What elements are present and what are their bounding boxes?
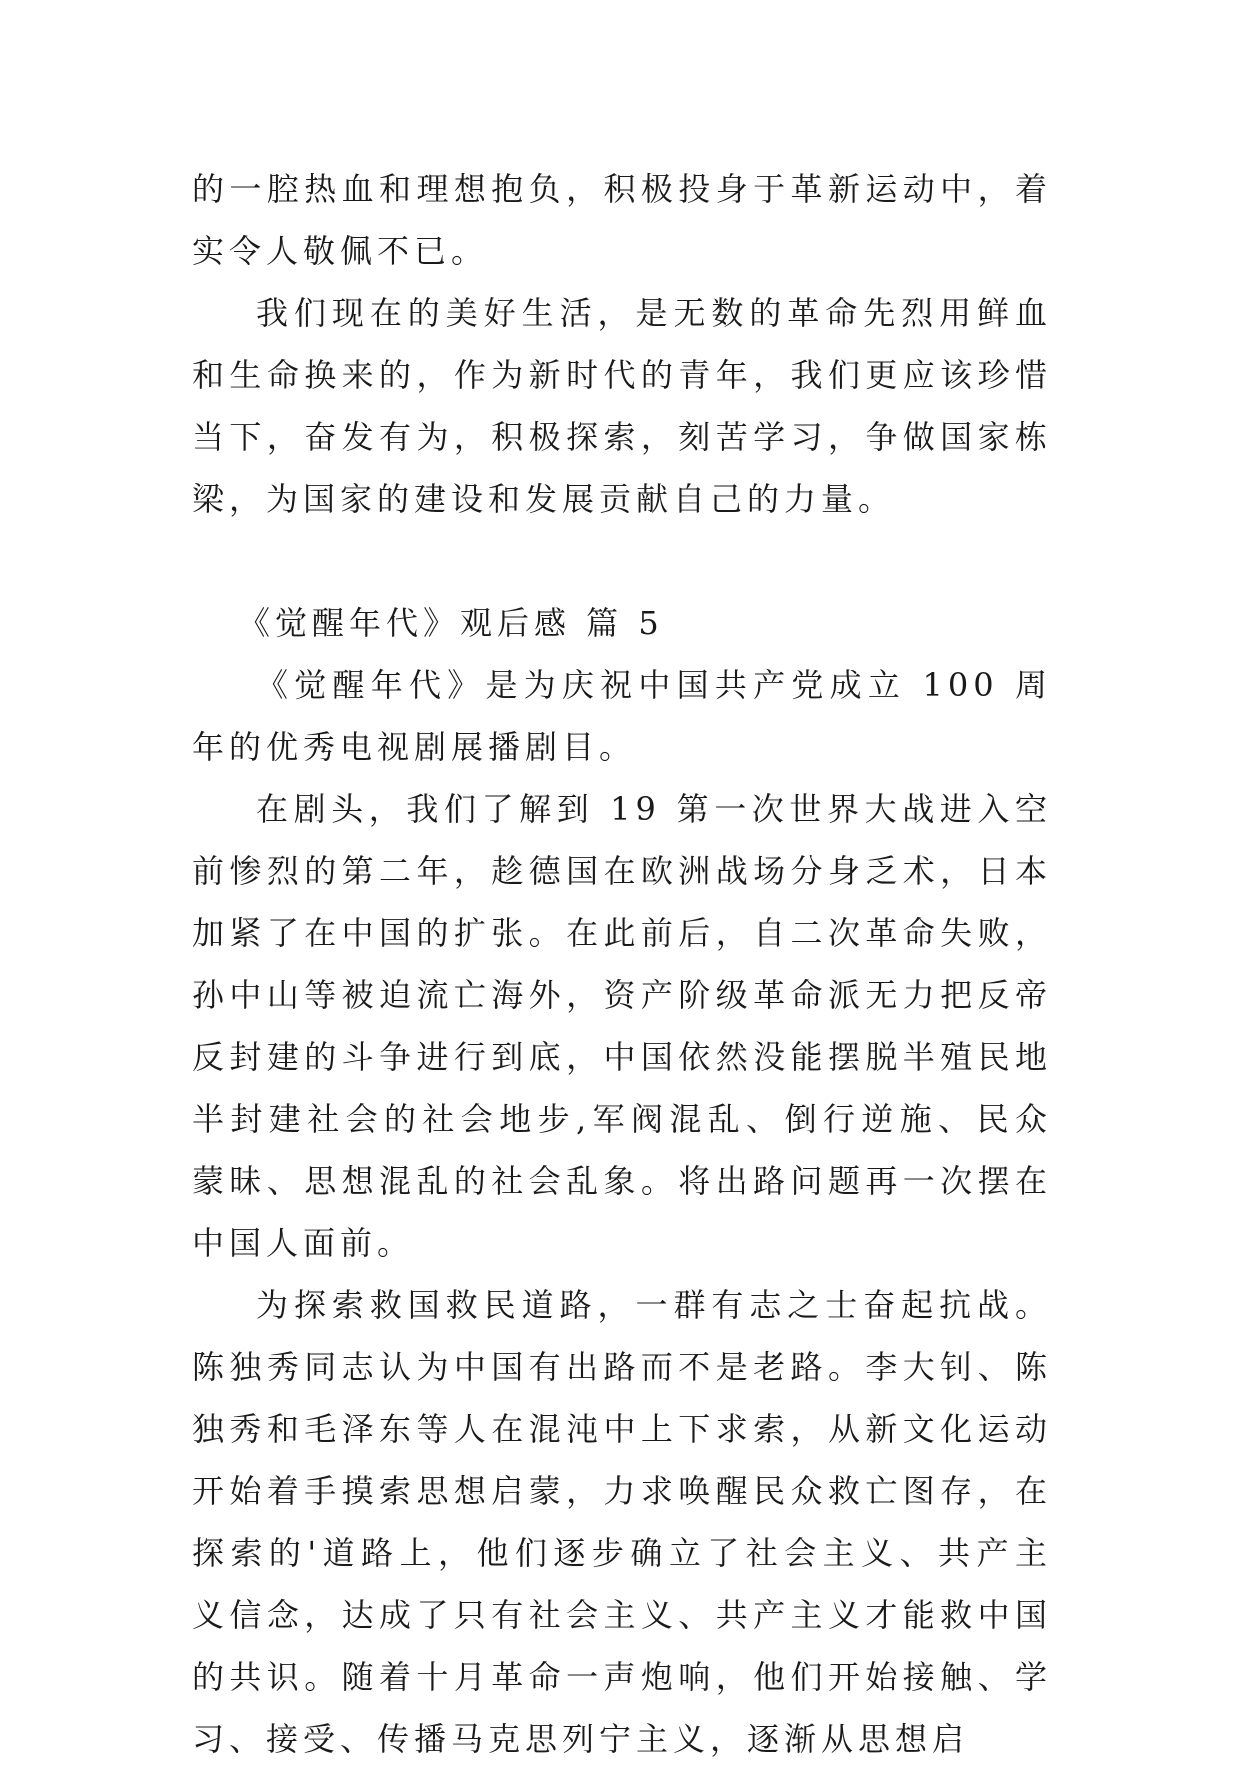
paragraph: 在剧头，我们了解到 19 第一次世界大战进入空前惨烈的第二年，趁德国在欧洲战场分身乏术，日本加紧了在中国的扩张。在此前后，自二次革命失败，孙中山等被迫流亡海外，资产阶级革命派无力把反帝反封建的斗争进行到底，中国依然没能摆脱半殖民地半封建社会的社会地步,军阀混乱、倒行逆施、民众蒙昧、思想混乱的社会乱象。将出路问题再一次摆在中国人面前。 [192, 790, 1052, 1262]
paragraph: 我们现在的美好生活，是无数的革命先烈用鲜血和生命换来的，作为新时代的青年，我们更应该珍惜当下，奋发有为，积极探索，刻苦学习，争做国家栋梁，为国家的建设和发展贡献自己的力量。 [192, 294, 1052, 518]
section-title: 《觉醒年代》观后感 篇 5 [238, 604, 664, 642]
paragraph: 为探索救国救民道路，一群有志之士奋起抗战。陈独秀同志认为中国有出路而不是老路。李大钊、陈独秀和毛泽东等人在混沌中上下求索，从新文化运动开始着手摸索思想启蒙，力求唤醒民众救亡图存，在探索的'道路上，他们逐步确立了社会主义、共产主义信念，达成了只有社会主义、共产主义才能救中国的共识。随着十月革命一声炮响，他们开始接触、学习、接受、传播马克思列宁主义，逐渐从思想启 [192, 1286, 1052, 1758]
paragraph: 《觉醒年代》是为庆祝中国共产党成立 100 周年的优秀电视剧展播剧目。 [192, 666, 1052, 766]
section-spacer [192, 530, 1052, 592]
document-body [192, 158, 1052, 1770]
paragraph-continuation: 的一腔热血和理想抱负，积极投身于革新运动中，着实令人敬佩不已。 [192, 170, 1052, 270]
